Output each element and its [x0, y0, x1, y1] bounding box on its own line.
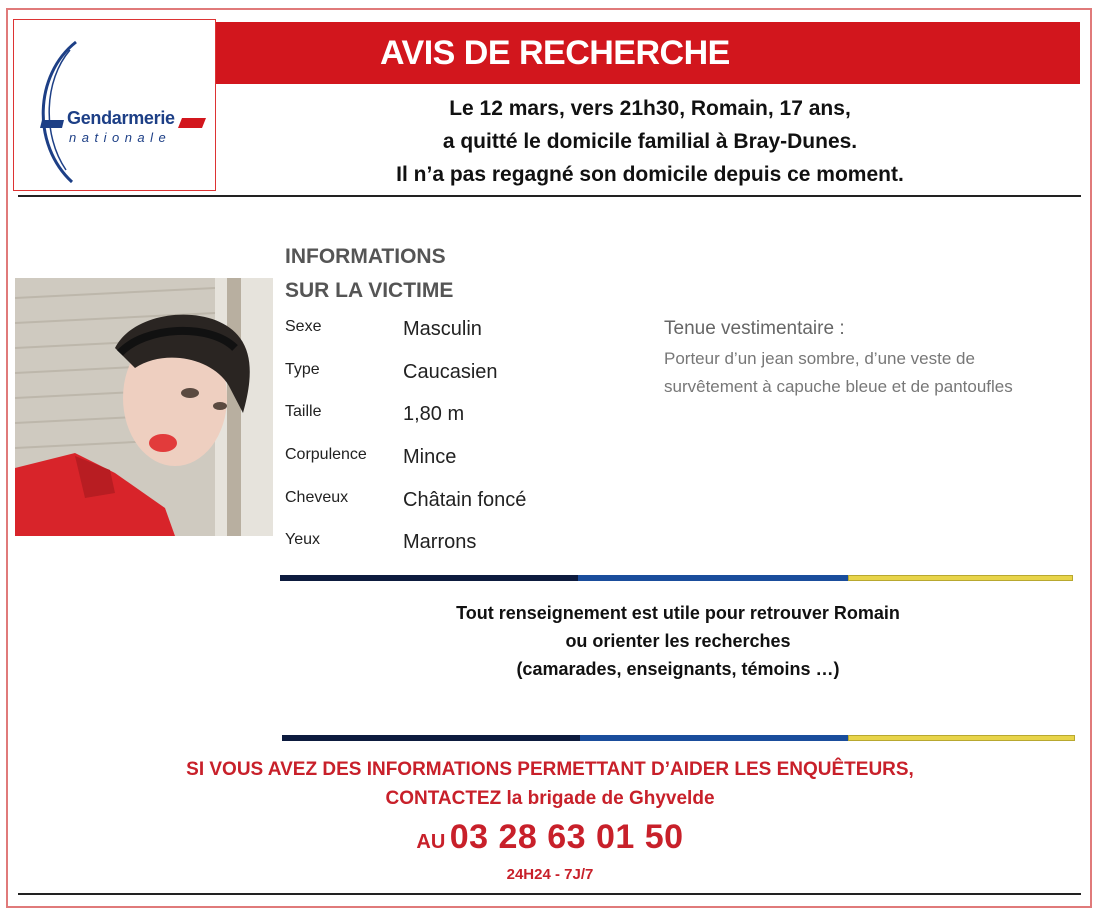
tricolor-divider-2 [282, 735, 1075, 741]
phone-prefix: AU [416, 831, 446, 853]
victim-heading-line-2: SUR LA VICTIME [285, 279, 454, 302]
label-corpulence: Corpulence [285, 446, 367, 463]
intro-line-1: Le 12 mars, vers 21h30, Romain, 17 ans, [449, 97, 851, 120]
tricolor-divider-1 [280, 575, 1073, 581]
help-line-3: (camarades, enseignants, témoins …) [516, 659, 840, 679]
value-yeux: Marrons [403, 531, 477, 553]
victim-photo [15, 278, 273, 536]
value-sexe: Masculin [403, 318, 482, 340]
contact-line-2: CONTACTEZ la brigade de Ghyvelde [385, 788, 715, 809]
value-type: Caucasien [403, 361, 498, 383]
value-taille: 1,80 m [403, 403, 465, 425]
logo-subtext: nationale [69, 130, 172, 145]
gendarmerie-logo [13, 19, 216, 191]
victim-heading-line-1: INFORMATIONS [285, 245, 446, 268]
page-title: AVIS DE RECHERCHE [380, 34, 730, 72]
label-type: Type [285, 361, 320, 378]
label-cheveux: Cheveux [285, 489, 349, 506]
gendarmerie-emblem-icon [14, 20, 217, 192]
divider-top [18, 195, 1081, 197]
logo-text: Gendarmerie [67, 108, 175, 128]
value-cheveux: Châtain foncé [403, 489, 527, 511]
label-yeux: Yeux [285, 531, 320, 548]
help-text [280, 599, 1076, 683]
divider-bottom [18, 893, 1081, 895]
contact-phone-line [40, 818, 1060, 857]
intro-line-2: a quitté le domicile familial à Bray-Dunes. [442, 130, 858, 153]
contact-hours: 24H24 - 7J/7 [506, 866, 594, 883]
contact-line-1: SI VOUS AVEZ DES INFORMATIONS PERMETTANT D’AIDER LES ENQUÊTEURS, [186, 759, 914, 780]
intro-text [220, 92, 1080, 191]
phone-number[interactable]: 03 28 63 01 50 [449, 818, 684, 856]
help-line-2: ou orienter les recherches [565, 631, 791, 651]
help-line-1: Tout renseignement est utile pour retrouver Romain [456, 603, 900, 623]
clothing-description: Porteur d’un jean sombre, d’une veste de survêtement à capuche bleue et de pantoufles [664, 349, 1013, 396]
intro-line-3: Il n’a pas regagné son domicile depuis ce moment. [396, 163, 904, 186]
clothing-title: Tenue vestimentaire : [664, 318, 845, 339]
victim-info-heading [285, 240, 453, 308]
label-sexe: Sexe [285, 318, 322, 335]
value-corpulence: Mince [403, 446, 457, 468]
label-taille: Taille [285, 403, 322, 420]
